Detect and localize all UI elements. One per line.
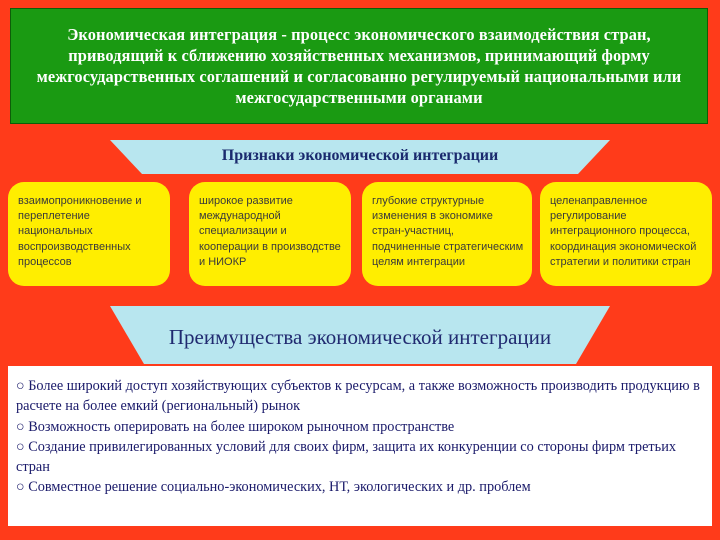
sign-item-text: целенаправленное регулирование интеграционного процесса, координация экономической стратегии и политики стран [550,195,697,268]
circle-bullet-icon: ○ [16,418,25,435]
circle-bullet-icon: ○ [16,479,25,496]
benefit-item-text: Более широкий доступ хозяйствующих субъектов к ресурсам, а также возможность производить продукцию в расчете на более емкий (региональный) рынок [16,378,700,415]
circle-bullet-icon: ○ [16,378,25,394]
benefit-item-text: Создание привилегированных условий для своих фирм, защита их конкуренции со стороны фирм третьих стран [16,438,676,476]
sign-item-text: глубокие структурные изменения в экономике стран-участниц, подчиненные стратегическим целям интеграции [372,195,524,268]
benefit-item [16,417,704,437]
benefit-item [16,437,704,478]
sign-item-text: взаимопроникновение и переплетение национальных воспроизводственных процессов [18,195,142,268]
definition-text: Экономическая интеграция - процесс экономического взаимодействия стран, приводящий к сближению хозяйственных механизмов, принимающий форму межгосударственных соглашений и согласованно регулируемый национальными или межгосударственными органами [36,25,682,107]
benefit-item-text: Возможность оперировать на более широком рыночном пространстве [28,418,455,435]
sign-item [540,182,712,286]
benefits-header [110,306,610,364]
benefit-item [16,477,704,497]
signs-header [110,140,610,174]
benefit-item-text: Совместное решение социально-экономических, НТ, экологических и др. проблем [28,479,531,496]
sign-item [8,182,170,286]
benefits-title: Преимущества экономической интеграции [168,325,552,349]
benefits-box [8,366,712,526]
sign-item [189,182,351,286]
signs-title: Признаки экономической интеграции [221,147,499,164]
benefit-item [16,376,704,417]
definition-box [10,8,708,124]
circle-bullet-icon: ○ [16,438,25,455]
signs-list [0,182,720,288]
sign-item [362,182,532,286]
sign-item-text: широкое развитие международной специализации и кооперации в производстве и НИОКР [199,195,341,268]
